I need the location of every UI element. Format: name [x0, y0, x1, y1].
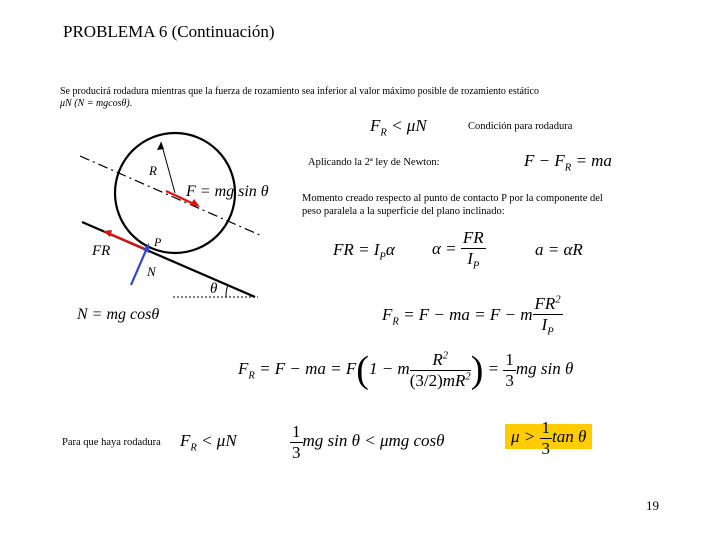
friction-arrowhead — [103, 230, 112, 237]
radius-arrowhead — [157, 142, 164, 150]
page-number: 19 — [646, 498, 659, 513]
equation-condition: $F_R < \mu N$ — [370, 116, 427, 139]
label-theta: θ — [210, 281, 218, 297]
label-n: N — [147, 264, 156, 279]
label-f: F = mg sin θ — [186, 183, 269, 200]
equation-moment: FR = $I_P\alpha$ — [333, 240, 395, 263]
page-title: PROBLEMA 6 (Continuación) — [63, 22, 275, 41]
moment-text: Momento creado respecto al punto de contacto P por la componente del peso paralela a la superficie del plano inclinado: — [302, 193, 603, 217]
label-r: R — [149, 163, 157, 178]
equation-rolling: $F_R < \mu N$ — [180, 431, 237, 454]
normal-arrow — [131, 248, 147, 285]
condition-label: Condición para rodadura — [468, 121, 573, 132]
rolling-label: Para que haya rodadura — [62, 437, 161, 448]
label-normal-eq: N = mg cosθ — [77, 306, 160, 323]
equation-a: a = αR — [535, 240, 583, 259]
equation-newton: $F - F_R$ = ma — [524, 151, 612, 174]
newton-label: Aplicando la 2ª ley de Newton: — [308, 157, 440, 168]
force-f-arrowhead — [190, 199, 200, 207]
equation-inequality: $\frac{1}{3}$ mg sin θ < μmg cosθ — [292, 422, 445, 462]
intro-line-2: μN (N = mgcosθ). — [60, 98, 133, 109]
equation-alpha: α = $\frac{FR}{I_P}$ — [432, 228, 484, 271]
equation-fr-1: $F_R = F$ − ma = F − m $\frac{FR^2}{I_P}$ — [382, 294, 561, 337]
radius-line — [161, 142, 175, 193]
label-fr: FR — [92, 243, 111, 259]
angle-arc — [226, 285, 228, 297]
intro-line-1: Se producirá rodadura mientras que la fuerza de rozamiento sea inferior al valor máximo posible de rozamiento estático — [60, 86, 539, 97]
label-p: P — [154, 235, 162, 249]
equation-fr-2: $F_R = F$ − ma = F(1 − m $\frac{R^2}{(3/2)mR^2}$ ) = $\frac{1}{3}$ mg sin θ — [238, 349, 574, 392]
result-box: μ > $\frac{1}{3}$ tan θ — [505, 418, 592, 458]
